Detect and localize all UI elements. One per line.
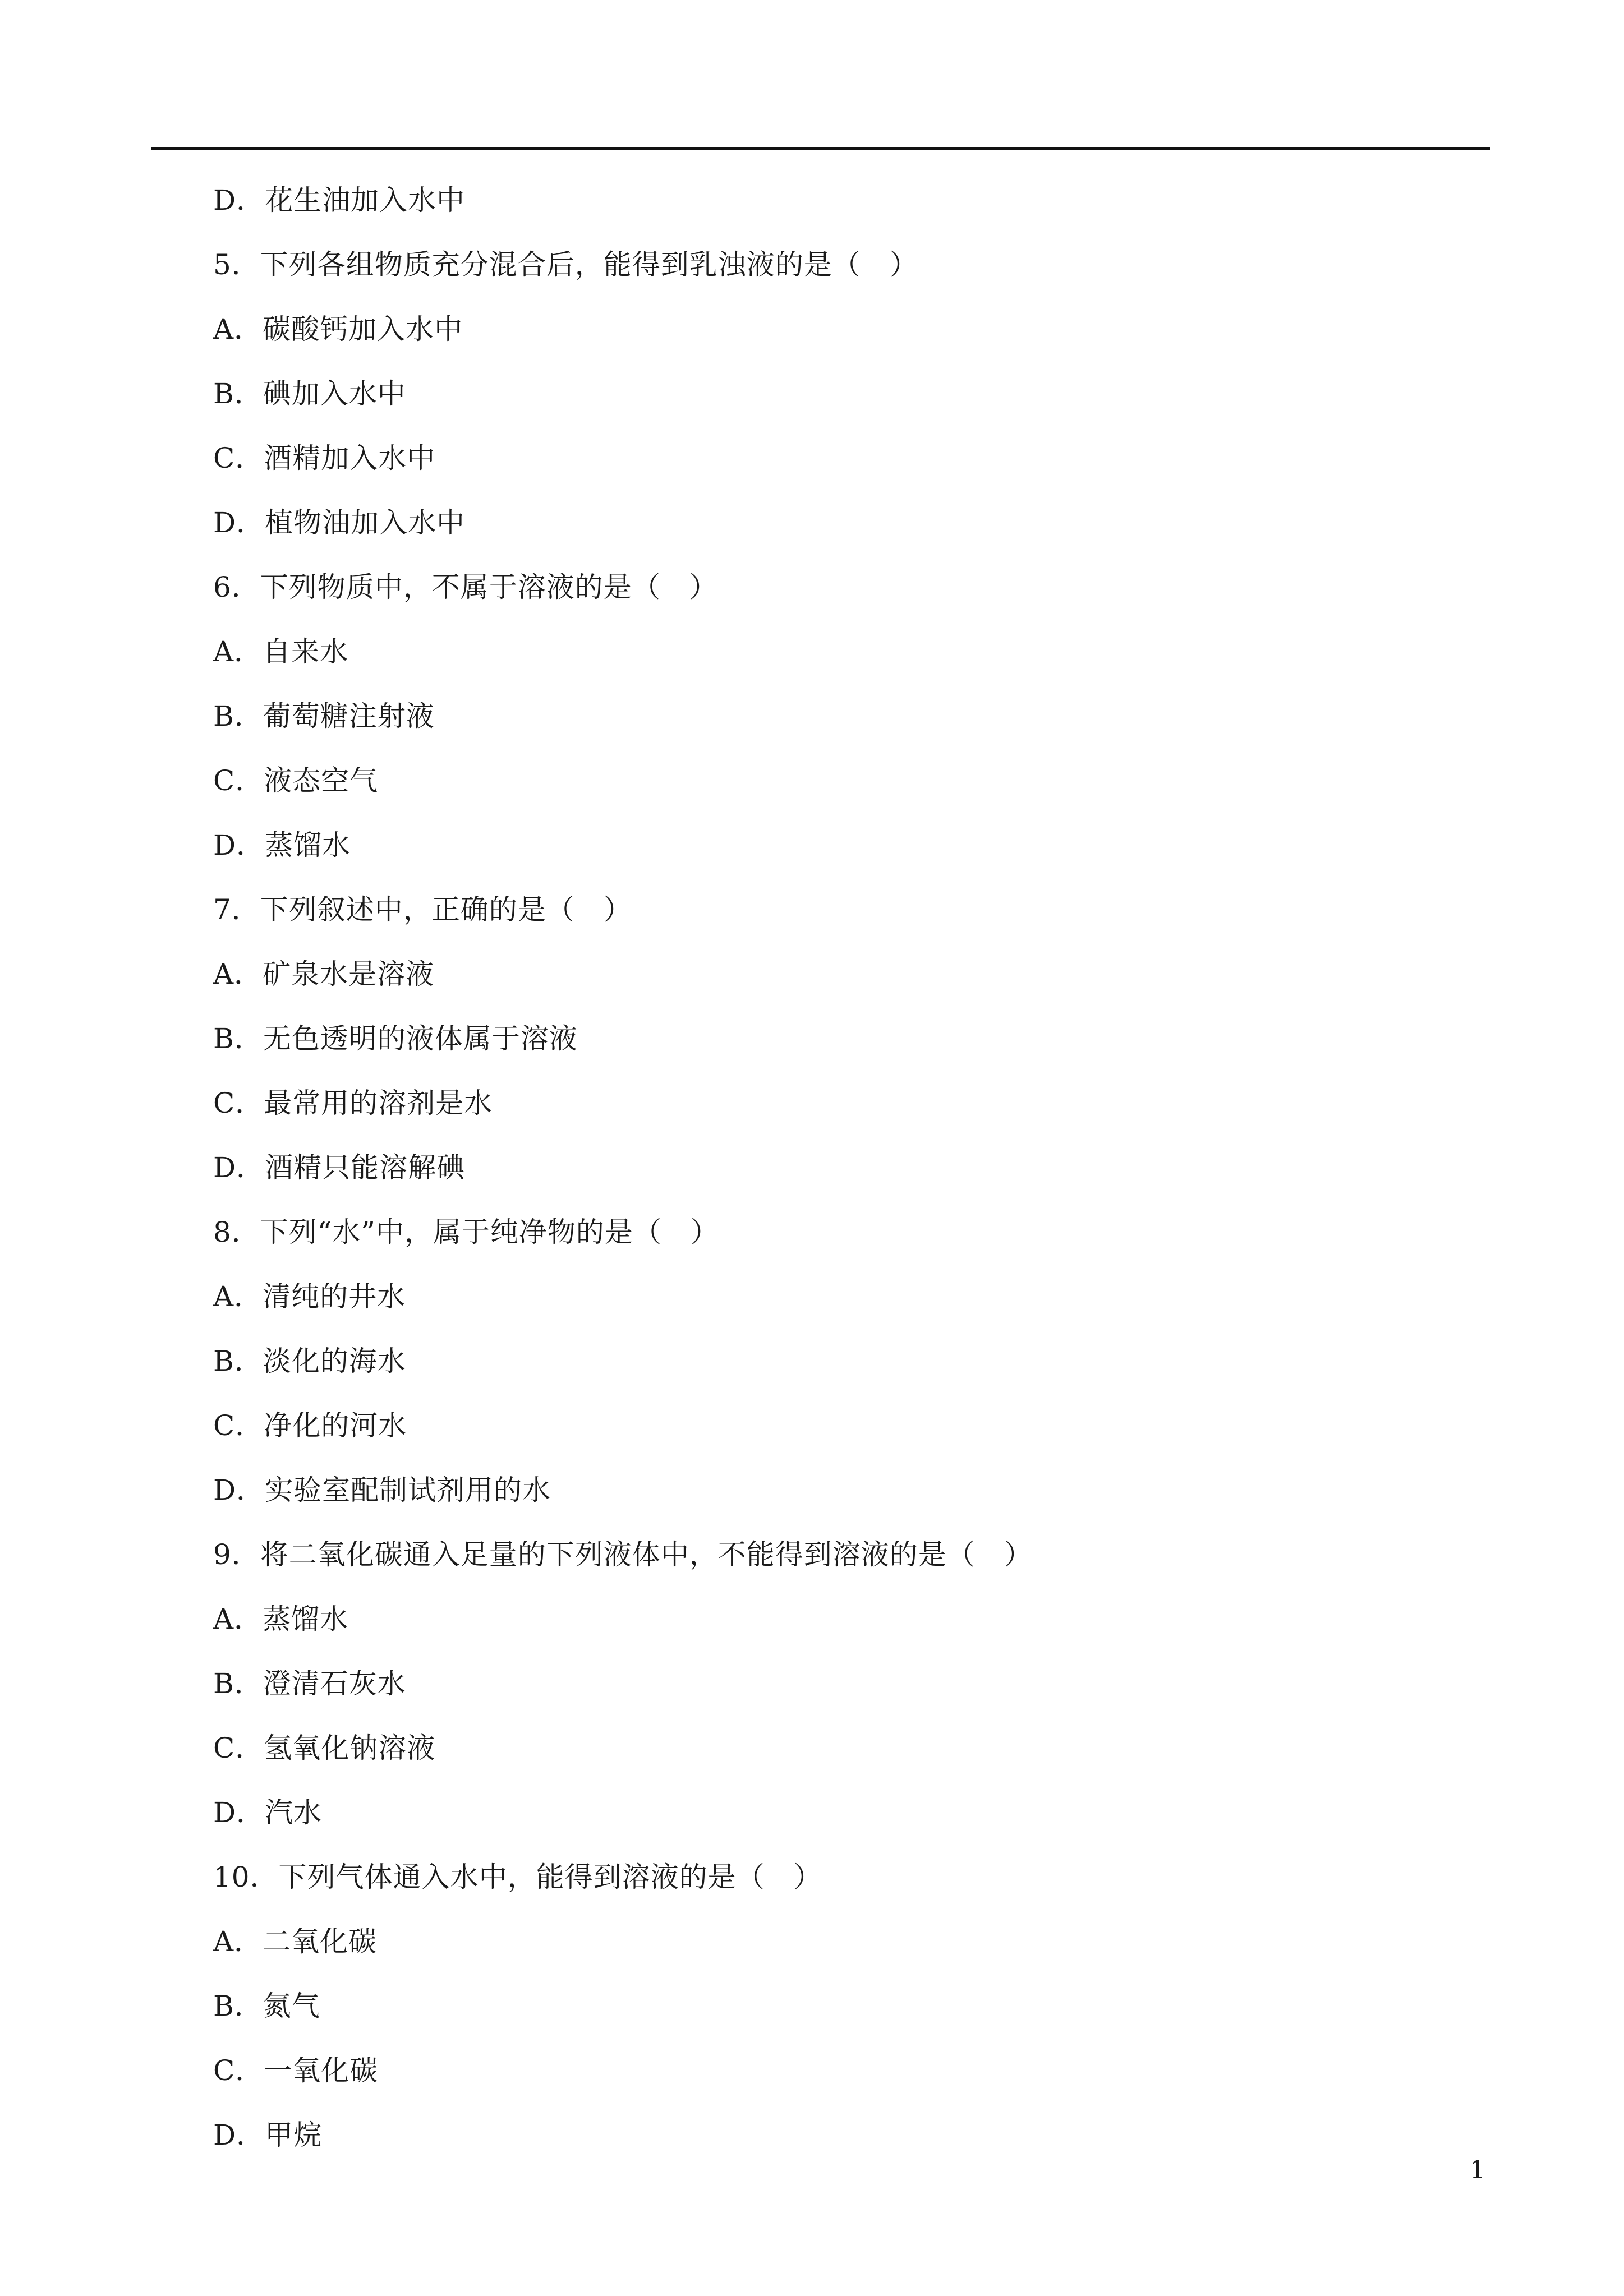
option-d-q4: D．花生油加入水中 <box>213 184 466 216</box>
option-d-q7: D．酒精只能溶解碘 <box>213 1151 466 1184</box>
header-rule <box>151 147 1490 150</box>
option-d-q10: D．甲烷 <box>213 2119 323 2151</box>
option-c-q9: C．氢氧化钠溶液 <box>213 1732 436 1764</box>
option-c-q5: C．酒精加入水中 <box>213 442 436 474</box>
option-d-q6: D．蒸馏水 <box>213 829 351 861</box>
option-c-q7: C．最常用的溶剂是水 <box>213 1087 493 1119</box>
option-d-q5: D．植物油加入水中 <box>213 506 466 539</box>
option-a-q9: A．蒸馏水 <box>213 1603 349 1635</box>
question-6: 6．下列物质中，不属于溶液的是（ ） <box>213 571 718 603</box>
option-b-q8: B．淡化的海水 <box>213 1345 406 1377</box>
question-9: 9．将二氧化碳通入足量的下列液体中，不能得到溶液的是（ ） <box>213 1538 1033 1571</box>
question-8: 8．下列“水”中，属于纯净物的是（ ） <box>213 1216 719 1248</box>
question-5: 5．下列各组物质充分混合后，能得到乳浊液的是（ ） <box>213 248 918 281</box>
option-a-q8: A．清纯的井水 <box>213 1280 406 1313</box>
option-b-q6: B．葡萄糖注射液 <box>213 700 435 732</box>
option-b-q5: B．碘加入水中 <box>213 377 406 410</box>
option-c-q8: C．净化的河水 <box>213 1409 407 1442</box>
option-a-q10: A．二氧化碳 <box>213 1925 378 1958</box>
option-d-q9: D．汽水 <box>213 1796 323 1829</box>
page-number: 1 <box>1470 2156 1485 2184</box>
document-body <box>213 168 1447 2168</box>
option-a-q5: A．碳酸钙加入水中 <box>213 313 463 345</box>
option-b-q9: B．澄清石灰水 <box>213 1667 406 1700</box>
option-b-q7: B．无色透明的液体属于溶液 <box>213 1022 578 1055</box>
option-a-q6: A．自来水 <box>213 635 349 668</box>
option-c-q10: C．一氧化碳 <box>213 2054 379 2087</box>
question-10: 10．下列气体通入水中，能得到溶液的是（ ） <box>213 1861 822 1893</box>
option-d-q8: D．实验室配制试剂用的水 <box>213 1474 551 1506</box>
option-b-q10: B．氮气 <box>213 1990 320 2022</box>
option-a-q7: A．矿泉水是溶液 <box>213 958 435 990</box>
option-c-q6: C．液态空气 <box>213 764 379 797</box>
question-7: 7．下列叙述中，正确的是（ ） <box>213 893 632 926</box>
